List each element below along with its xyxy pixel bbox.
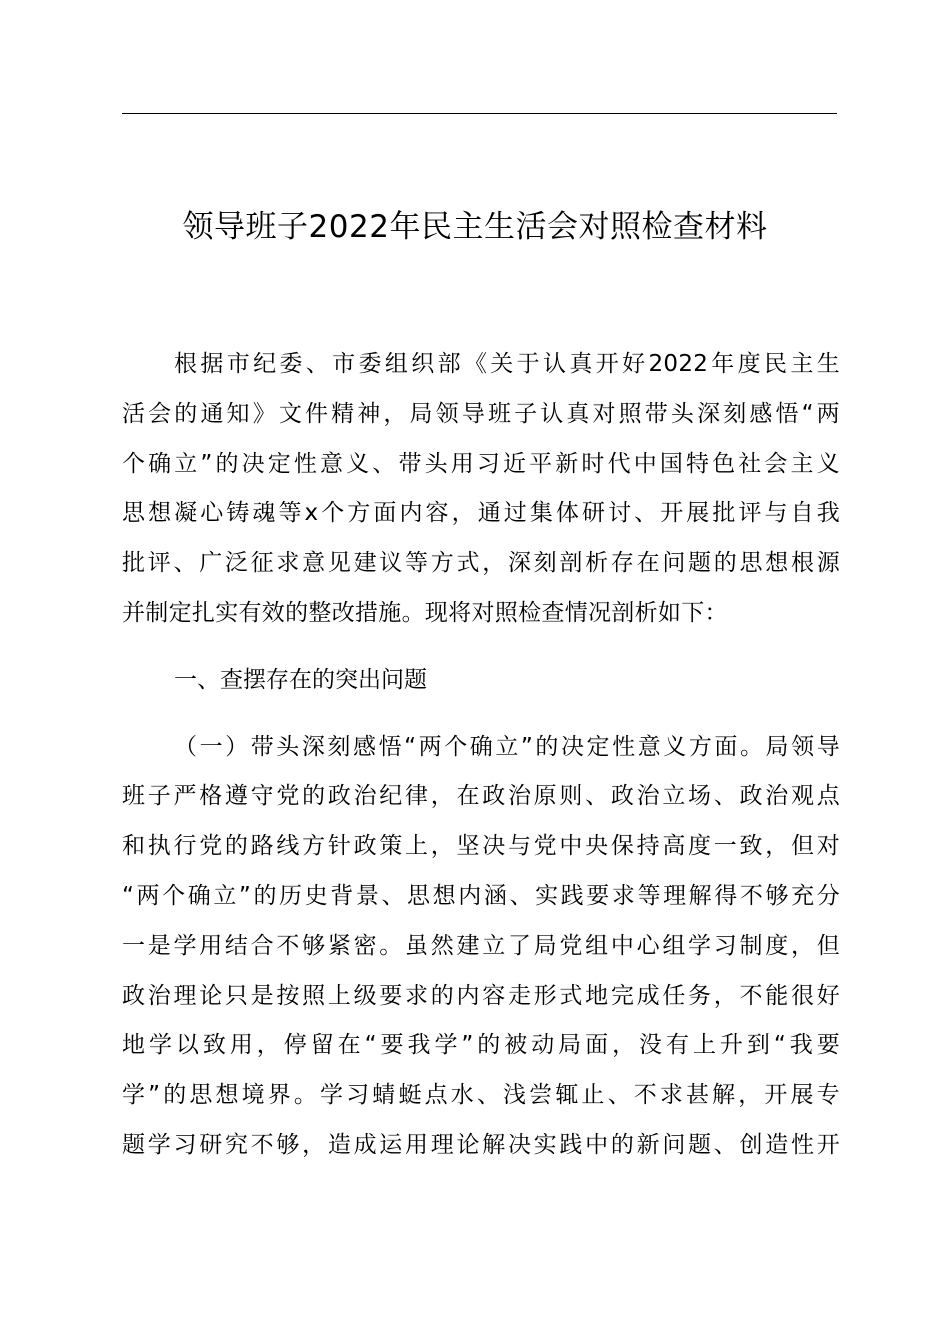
section-line: 学”的思想境界。学习蜻蜓点水、浅尝辄止、不求甚解，开展专 <box>122 1082 840 1109</box>
intro-line: 思想凝心铸魂等x个方面内容，通过集体研讨、开展批评与自我 <box>122 500 840 527</box>
section-line: “两个确立”的历史背景、思想内涵、实践要求等理解得不够充分 <box>122 882 840 909</box>
intro-line: 活会的通知》文件精神，局领导班子认真对照带头深刻感悟“两 <box>122 400 840 427</box>
section-line: 政治理论只是按照上级要求的内容走形式地完成任务，不能很好 <box>122 982 840 1009</box>
section-line: （一）带头深刻感悟“两个确立”的决定性意义方面。局领导 <box>174 733 840 760</box>
document-body <box>122 340 840 1171</box>
document-title: 领导班子2022年民主生活会对照检查材料 <box>182 209 768 245</box>
intro-line: 根据市纪委、市委组织部《关于认真开好2022年度民主生 <box>174 351 840 377</box>
section-line: 地学以致用，停留在“要我学”的被动局面，没有上升到“我要 <box>122 1032 840 1059</box>
section-heading: 一、查摆存在的突出问题 <box>174 666 427 693</box>
section-line: 题学习研究不够，造成运用理论解决实践中的新问题、创造性开 <box>122 1131 840 1158</box>
section-line: 一是学用结合不够紧密。虽然建立了局党组中心组学习制度，但 <box>122 932 840 959</box>
section-line: 班子严格遵守党的政治纪律，在政治原则、政治立场、政治观点 <box>122 783 840 810</box>
intro-paragraph <box>122 340 840 639</box>
section-line: 和执行党的路线方针政策上，坚决与党中央保持高度一致，但对 <box>122 833 840 860</box>
intro-line: 个确立”的决定性意义、带头用习近平新时代中国特色社会主义 <box>122 450 840 477</box>
intro-line: 并制定扎实有效的整改措施。现将对照检查情况剖析如下： <box>122 599 728 626</box>
intro-line: 批评、广泛征求意见建议等方式，深刻剖析存在问题的思想根源 <box>122 550 840 577</box>
section-paragraph <box>122 723 840 1171</box>
header-rule <box>122 113 837 114</box>
